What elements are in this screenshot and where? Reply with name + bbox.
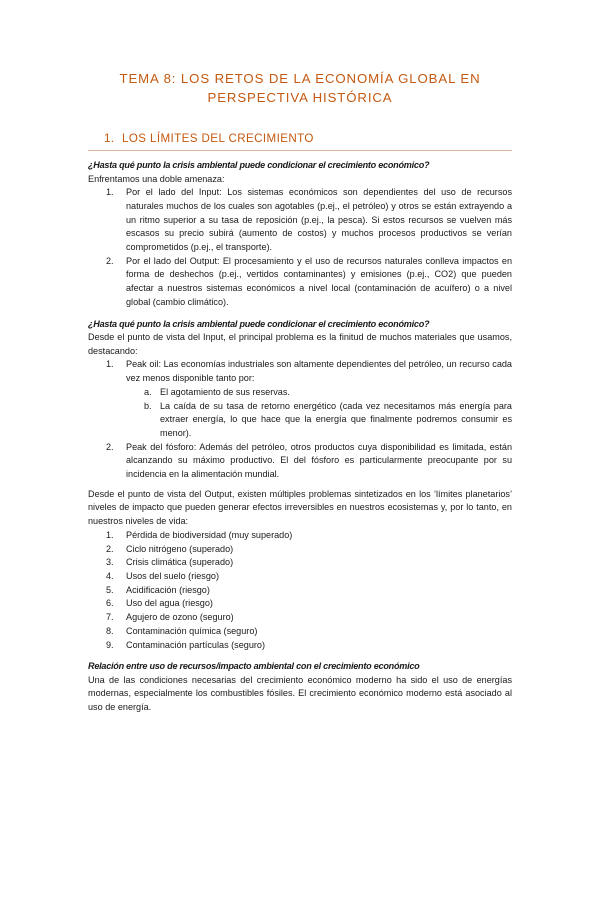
sub-list-item: [88, 400, 512, 441]
list-text: Pérdida de biodiversidad (muy superado): [126, 529, 293, 540]
list-text: Ciclo nitrógeno (superado): [126, 543, 234, 554]
list-number: 1.: [106, 359, 114, 370]
list-text: Crisis climática (superado): [126, 557, 234, 568]
list-number: 2.: [106, 441, 114, 452]
threat-list: [88, 186, 512, 309]
list-number: 1.: [106, 187, 114, 198]
list-text: Contaminación química (seguro): [126, 625, 258, 636]
section-number: 1.: [104, 132, 115, 145]
list-text: Uso del agua (riesgo): [126, 598, 213, 609]
list-text: Por el lado del Output: El procesamiento y el uso de recursos naturales conlleva impactos en forma de deshechos (p.ej., vertidos contaminantes) y emisiones (p.ej., CO2) que pueden afectar a nuestros sistemas económicos a nivel local (contaminación de acuífero) o a nivel global (cambio climático).: [126, 255, 512, 307]
list-text: Agujero de ozono (seguro): [126, 612, 234, 623]
output-paragraph: Desde el punto de vista del Output, existen múltiples problemas sintetizados en los ‘límites planetarios’ niveles de impacto que pueden generar efectos irreversibles en nuestros ecosistemas y, por lo tanto, en nuestros niveles de vida:: [88, 488, 512, 527]
list-item: [88, 611, 512, 625]
planetary-limits-list: [88, 529, 512, 652]
list-text: Peak oil: Las economías industriales son altamente dependientes del petróleo, un recurso cada vez menos disponible tanto por:: [126, 359, 512, 384]
page-title: TEMA 8: LOS RETOS DE LA ECONOMÍA GLOBAL EN PERSPECTIVA HISTÓRICA: [119, 71, 481, 105]
list-text: Contaminación partículas (seguro): [126, 639, 265, 650]
list-item: [88, 543, 512, 557]
list-number: 2.: [106, 255, 114, 266]
list-number: 8.: [106, 625, 114, 636]
list-item: [88, 639, 512, 653]
list-number: 1.: [106, 529, 114, 540]
list-number: 5.: [106, 584, 114, 595]
list-number: 7.: [106, 612, 114, 623]
list-number: 2.: [106, 543, 114, 554]
list-item: [88, 529, 512, 543]
section-title: LOS LÍMITES DEL CRECIMIENTO: [122, 132, 314, 145]
list-letter: b.: [144, 400, 152, 411]
section-heading: [88, 131, 512, 151]
list-text: Por el lado del Input: Los sistemas económicos son dependientes del uso de recursos naturales muchos de los cuales son agotables (p.ej., el petróleo) y otros se están extrayendo a un ritmo superior a su tasa de reposición (p.ej., la pesca). Si estos recursos se vuelven más escasos su precio subirá (aumento de costos) y muchos procesos productivos se verían comprometidos (p.ej., el transporte).: [126, 187, 512, 253]
list-item: [88, 597, 512, 611]
question-heading-1: ¿Hasta qué punto la crisis ambiental puede condicionar el crecimiento económico?: [88, 160, 430, 170]
question-heading-2: ¿Hasta qué punto la crisis ambiental puede condicionar el crecimiento económico?: [88, 318, 430, 329]
list-item: [88, 556, 512, 570]
list-number: 3.: [106, 557, 114, 568]
list-text: La caída de su tasa de retorno energético (cada vez necesitamos más energía para extraer energía, lo que hace que la energía que finalmente podremos consumir es menor).: [160, 400, 512, 438]
intro-paragraph-1: Enfrentamos una doble amenaza:: [88, 173, 225, 184]
list-text: Peak del fósforo: Además del petróleo, otros productos cuya disponibilidad es limitada, están alcanzando su máximo productivo. El del fósforo es particularmente preocupante por su incidencia en la alimentación mundial.: [126, 441, 512, 480]
list-item: [88, 186, 512, 255]
list-item: [88, 570, 512, 584]
list-item: [88, 441, 512, 482]
list-number: 4.: [106, 570, 114, 581]
input-list: [88, 358, 512, 481]
list-item: [88, 584, 512, 598]
list-item: [88, 255, 512, 310]
list-item: [88, 625, 512, 639]
document-page: [0, 69, 600, 917]
intro-paragraph-2: Desde el punto de vista del Input, el principal problema es la finitud de muchos materiales que usamos, destacando:: [88, 332, 512, 356]
question-heading-3: Relación entre uso de recursos/impacto ambiental con el crecimiento económico: [88, 661, 420, 672]
list-text: El agotamiento de sus reservas.: [160, 386, 290, 397]
list-text: Usos del suelo (riesgo): [126, 570, 219, 581]
sub-list-item: [88, 386, 512, 400]
list-item: [88, 358, 512, 385]
list-number: 6.: [106, 598, 114, 609]
final-paragraph: Una de las condiciones necesarias del crecimiento económico moderno ha sido el uso de energías modernas, especialmente los combustibles fósiles. El crecimiento económico moderno está asociado al uso de energía.: [88, 674, 512, 713]
list-text: Acidificación (riesgo): [126, 584, 210, 595]
list-letter: a.: [144, 386, 152, 397]
list-number: 9.: [106, 639, 114, 650]
